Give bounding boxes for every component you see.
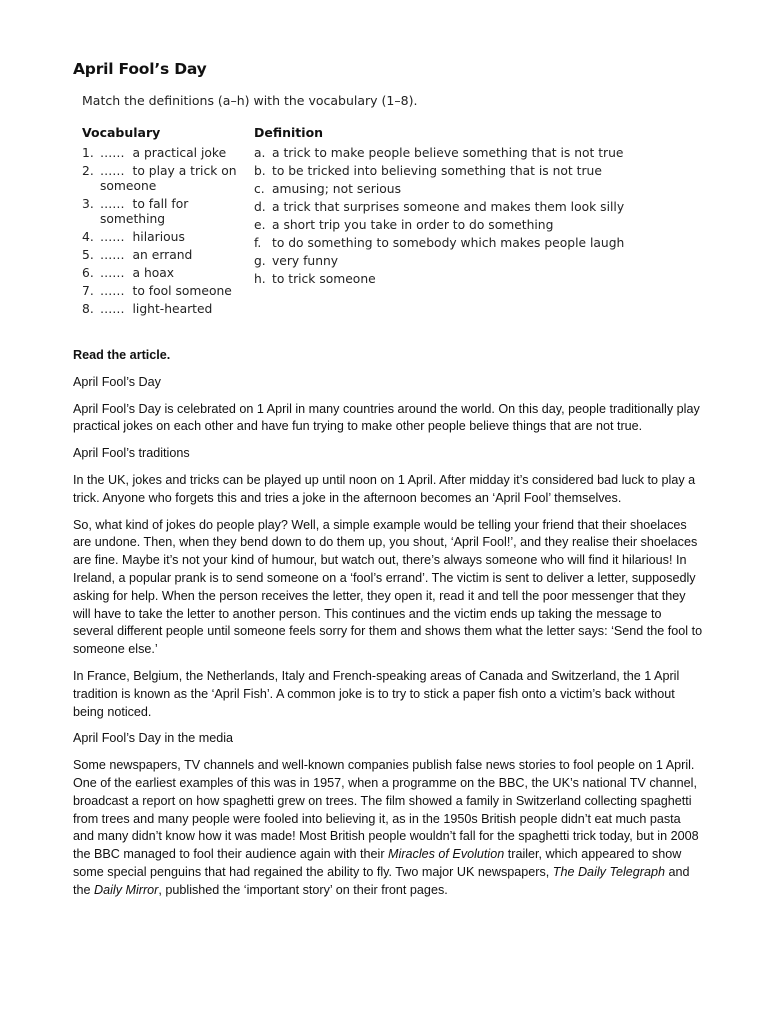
item-text [100,146,247,161]
item-letter: d. [254,200,266,214]
media-text-part: and the [73,864,690,897]
definition-item [254,200,634,215]
item-text [100,230,247,245]
vocabulary-heading: Vocabulary [82,125,161,140]
item-letter: e. [254,218,266,232]
item-number: 5. [82,248,94,262]
vocabulary-item [82,302,247,317]
vocab-term: to fool someone [132,284,232,298]
definition-text: a trick to make people believe something that is not true [272,146,624,160]
vocab-term: a practical joke [132,146,227,160]
vocabulary-list [82,146,247,320]
item-number: 4. [82,230,94,244]
item-letter: c. [254,182,265,196]
definition-text: very funny [272,254,339,268]
item-number: 1. [82,146,94,160]
vocabulary-item [82,164,247,194]
vocabulary-item [82,248,247,263]
answer-blank: …… [100,230,125,244]
vocabulary-item [82,284,247,299]
definition-text: to be tricked into believing something that is not true [272,164,602,178]
answer-blank: …… [100,197,125,211]
definition-item [254,254,634,269]
answer-blank: …… [100,248,125,262]
vocab-term: hilarious [132,230,185,244]
answer-blank: …… [100,284,125,298]
vocabulary-item [82,197,247,227]
definition-item [254,164,634,179]
item-letter: a. [254,146,266,160]
media-heading: April Fool’s Day in the media [73,731,234,746]
item-text [100,197,247,227]
newspaper-title: The Daily Telegraph [552,864,666,879]
definition-text: amusing; not serious [272,182,401,196]
media-paragraph [73,757,703,899]
definition-text: a trick that surprises someone and makes them look silly [272,200,625,214]
item-text [100,248,247,263]
definition-item [254,146,634,161]
article-intro-paragraph: April Fool’s Day is celebrated on 1 April in many countries around the world. On this day, people traditionally play practical jokes on each other and have fun trying to make other people believe things that are not true. [73,401,700,434]
item-letter: h. [254,272,266,286]
exercise-instruction: Match the definitions (a–h) with the vocabulary (1–8). [82,93,418,108]
newspaper-title: Daily Mirror [94,882,159,897]
definition-item [254,272,634,287]
answer-blank: …… [100,266,125,280]
definition-text: a short trip you take in order to do something [272,218,554,232]
item-text [100,302,247,317]
item-number: 8. [82,302,94,316]
answer-blank: …… [100,146,125,160]
media-text-part: Some newspapers, TV channels and well-known companies publish false news stories to fool people on 1 April. One of the earliest examples of this was in 1957, when a programme on the BBC, the UK’s national TV channel, broadcast a report on how spaghetti grew on trees. The film showed a family in Switzerland collecting spaghetti from trees and many people were fooled into believing it, as in the 1950s British people didn’t eat much pasta and many didn’t know how it was made! Most British people wouldn’t fall for the spaghetti trick today, but in 2008 the BBC managed to fool their audience again with their [73,758,699,862]
page-title: April Fool’s Day [73,60,207,78]
vocabulary-item [82,266,247,281]
item-number: 2. [82,164,94,178]
traditions-paragraph-3: In France, Belgium, the Netherlands, Italy and French-speaking areas of Canada and Switzerland, the 1 April tradition is known as the ‘April Fish’. A common joke is to try to stick a paper fish onto a victim’s back without being noticed. [73,668,680,719]
vocab-term: a hoax [132,266,175,280]
traditions-paragraph-2: So, what kind of jokes do people play? Well, a simple example would be telling your friend that their shoelaces are undone. Then, when they bend down to do them up, you shout, ‘April Fool!’, and they realise their shoelaces are fine. Maybe it’s not your kind of humour, but watch out, there’s always someone who will find it hilarious! In Ireland, a popular prank is to send someone on a ‘fool’s errand’. The victim is sent to deliver a letter, supposedly asking for help. When the person receives the letter, they open it, read it and tell the poor messenger that they will have to take the letter to another person. This continues and the victim ends up taking the message to several different people until someone feels sorry for them and shows them what the letter says: ‘Send the fool to someone else.’ [73,517,703,657]
answer-blank: …… [100,302,125,316]
read-article-heading: Read the article. [73,348,171,362]
definition-text: to do something to somebody which makes people laugh [272,236,625,250]
answer-blank: …… [100,164,125,178]
vocab-term: light-hearted [132,302,213,316]
traditions-heading: April Fool’s traditions [73,446,190,461]
item-letter: f. [254,236,262,250]
item-letter: b. [254,164,266,178]
programme-title: Miracles of Evolution [388,847,505,862]
definition-heading: Definition [254,125,324,140]
item-number: 3. [82,197,94,211]
definition-item [254,182,634,197]
item-text [100,164,247,194]
media-text-part: trailer, which appeared to show some special penguins that had regained the ability to fly. Two major UK newspapers, [73,847,682,879]
vocab-term: an errand [132,248,193,262]
item-number: 6. [82,266,94,280]
item-text [100,284,247,299]
vocabulary-item [82,230,247,245]
definition-text: to trick someone [272,272,376,286]
media-text-part: , published the ‘important story’ on their front pages. [158,882,448,897]
traditions-paragraph-1: In the UK, jokes and tricks can be played up until noon on 1 April. After midday it’s considered bad luck to play a trick. Anyone who forgets this and tries a joke in the afternoon becomes an ‘April Fool’ themselves. [73,472,696,505]
item-text [100,266,247,281]
vocab-term: to fall for something [100,197,189,226]
item-letter: g. [254,254,266,268]
article-title: April Fool’s Day [73,374,161,389]
definition-list [254,146,634,290]
article [73,347,703,909]
definition-item [254,236,634,251]
item-number: 7. [82,284,94,298]
vocabulary-item [82,146,247,161]
definition-item [254,218,634,233]
vocab-term: to play a trick on someone [100,164,237,193]
